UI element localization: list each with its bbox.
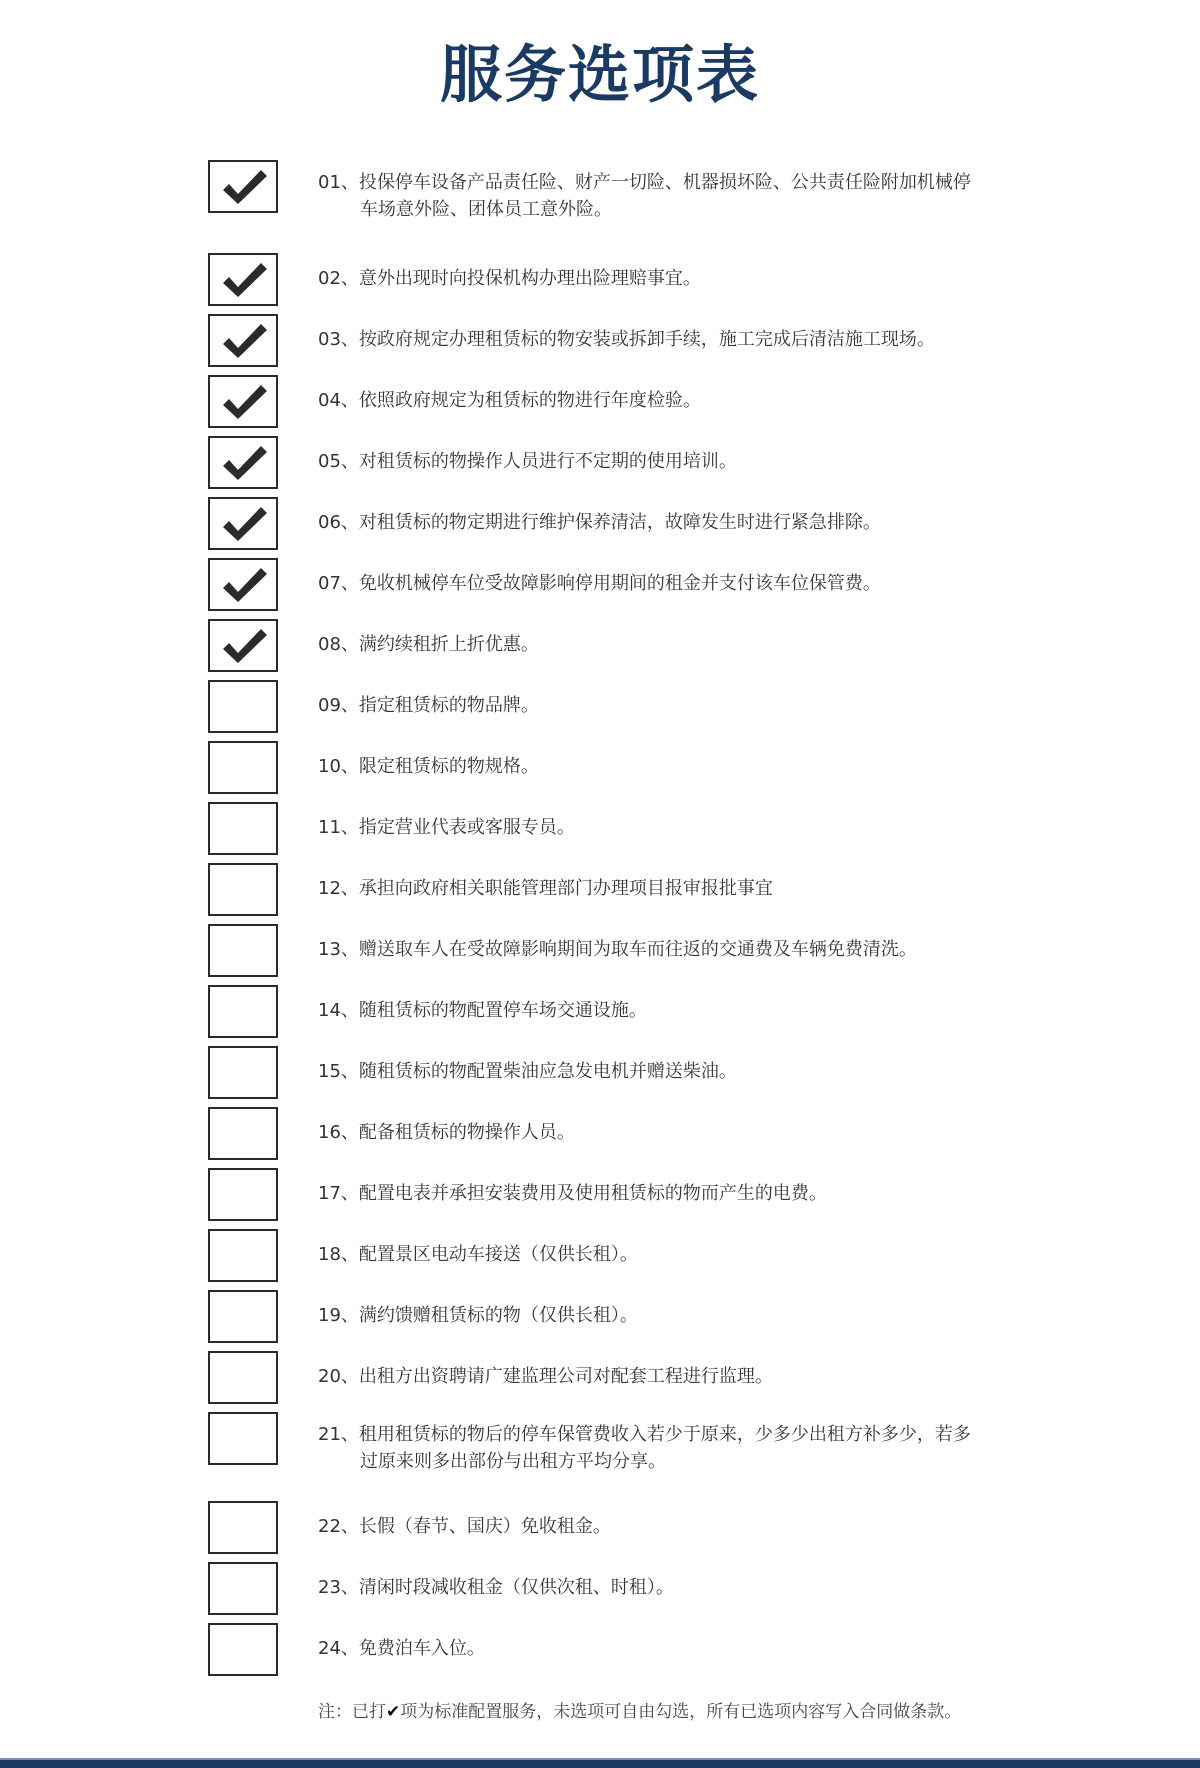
option-text (318, 1513, 1038, 1540)
checkmark-icon (219, 442, 269, 484)
option-label: 免费泊车入位。 (358, 1638, 485, 1659)
option-label: 对租赁标的物定期进行维护保养清洁，故障发生时进行紧急排除。 (358, 512, 881, 533)
option-label: 按政府规定办理租赁标的物安装或拆卸手续，施工完成后清洁施工现场。 (358, 329, 935, 350)
option-label: 意外出现时向投保机构办理出险理赔事宜。 (358, 268, 701, 289)
option-number: 16、 (318, 1122, 359, 1143)
option-number: 21、 (318, 1424, 359, 1445)
checkbox-unchecked[interactable] (208, 863, 278, 916)
option-number: 07、 (318, 573, 359, 594)
option-label: 清闲时段减收租金（仅供次租、时租）。 (358, 1577, 674, 1598)
option-label: 指定营业代表或客服专员。 (358, 817, 575, 838)
checkbox-unchecked[interactable] (208, 1107, 278, 1160)
footnote-text: 项为标准配置服务，未选项可自由勾选，所有已选项内容写入合同做条款。 (400, 1702, 962, 1722)
option-number: 17、 (318, 1183, 359, 1204)
option-label: 对租赁标的物操作人员进行不定期的使用培训。 (358, 451, 737, 472)
option-number: 03、 (318, 329, 359, 350)
checkbox-checked[interactable] (208, 619, 278, 672)
checkmark-icon (219, 503, 269, 545)
checkbox-checked[interactable] (208, 253, 278, 306)
option-label-continued: 车场意外险、团体员工意外险。 (360, 199, 612, 220)
checkbox-unchecked[interactable] (208, 802, 278, 855)
option-number: 02、 (318, 268, 359, 289)
option-number: 08、 (318, 634, 359, 655)
option-label: 投保停车设备产品责任险、财产一切险、机器损坏险、公共责任险附加机械停 (358, 172, 971, 193)
option-label: 承担向政府相关职能管理部门办理项目报审报批事宜 (358, 878, 773, 899)
option-number: 04、 (318, 390, 359, 411)
checkbox-unchecked[interactable] (208, 1046, 278, 1099)
option-number: 22、 (318, 1516, 359, 1537)
option-text (318, 265, 1038, 292)
checkbox-checked[interactable] (208, 497, 278, 550)
option-label: 依照政府规定为租赁标的物进行年度检验。 (358, 390, 701, 411)
option-text (318, 997, 1038, 1024)
checkbox-unchecked[interactable] (208, 1229, 278, 1282)
option-label: 配置电表并承担安装费用及使用租赁标的物而产生的电费。 (358, 1183, 827, 1204)
option-number: 01、 (318, 172, 359, 193)
option-text (318, 1363, 1038, 1390)
option-label: 随租赁标的物配置柴油应急发电机并赠送柴油。 (358, 1061, 737, 1082)
checkmark-icon (219, 564, 269, 606)
option-text (318, 1635, 1038, 1662)
option-text (318, 875, 1038, 902)
option-label: 指定租赁标的物品牌。 (358, 695, 539, 716)
option-number: 14、 (318, 1000, 359, 1021)
page-title: 服务选项表 (439, 38, 760, 111)
checkbox-unchecked[interactable] (208, 1351, 278, 1404)
checkbox-unchecked[interactable] (208, 680, 278, 733)
checkbox-unchecked[interactable] (208, 1501, 278, 1554)
option-number: 15、 (318, 1061, 359, 1082)
checkbox-unchecked[interactable] (208, 1412, 278, 1465)
checkbox-checked[interactable] (208, 314, 278, 367)
option-label: 出租方出资聘请广建监理公司对配套工程进行监理。 (358, 1366, 773, 1387)
option-text (318, 509, 1038, 536)
option-label: 赠送取车人在受故障影响期间为取车而往返的交通费及车辆免费清洗。 (358, 939, 917, 960)
option-number: 23、 (318, 1577, 359, 1598)
checkmark-icon (219, 259, 269, 301)
checkbox-unchecked[interactable] (208, 1168, 278, 1221)
option-label: 配备租赁标的物操作人员。 (358, 1122, 575, 1143)
footnote (318, 1697, 961, 1722)
checkbox-unchecked[interactable] (208, 1623, 278, 1676)
option-number: 06、 (318, 512, 359, 533)
option-label: 满约续租折上折优惠。 (358, 634, 539, 655)
option-text (318, 1058, 1038, 1085)
option-number: 05、 (318, 451, 359, 472)
option-number: 19、 (318, 1305, 359, 1326)
option-label: 免收机械停车位受故障影响停用期间的租金并支付该车位保管费。 (358, 573, 881, 594)
bottom-bar (0, 1760, 1200, 1768)
option-number: 20、 (318, 1366, 359, 1387)
option-label: 配置景区电动车接送（仅供长租）。 (358, 1244, 638, 1265)
checkbox-unchecked[interactable] (208, 985, 278, 1038)
option-label: 满约馈赠租赁标的物（仅供长租）。 (358, 1305, 638, 1326)
option-number: 11、 (318, 817, 359, 838)
option-text (318, 169, 1038, 223)
option-text (318, 1574, 1038, 1601)
checkmark-icon (219, 320, 269, 362)
option-number: 18、 (318, 1244, 359, 1265)
checkbox-checked[interactable] (208, 375, 278, 428)
option-label: 长假（春节、国庆）免收租金。 (358, 1516, 611, 1537)
option-text (318, 1180, 1038, 1207)
option-text (318, 814, 1038, 841)
option-label: 限定租赁标的物规格。 (358, 756, 539, 777)
option-number: 12、 (318, 878, 359, 899)
checkbox-unchecked[interactable] (208, 1290, 278, 1343)
checkbox-unchecked[interactable] (208, 924, 278, 977)
checkmark-icon (219, 625, 269, 667)
checkmark-icon (219, 381, 269, 423)
checkbox-checked[interactable] (208, 160, 278, 213)
option-text (318, 1241, 1038, 1268)
checkbox-unchecked[interactable] (208, 1562, 278, 1615)
checkbox-unchecked[interactable] (208, 741, 278, 794)
option-text (318, 326, 1038, 353)
option-text (318, 1119, 1038, 1146)
option-label-continued: 过原来则多出部份与出租方平均分享。 (360, 1451, 666, 1472)
option-label: 随租赁标的物配置停车场交通设施。 (358, 1000, 647, 1021)
option-number: 13、 (318, 939, 359, 960)
option-text (318, 448, 1038, 475)
option-text (318, 570, 1038, 597)
checkmark-icon (219, 166, 269, 208)
option-number: 10、 (318, 756, 359, 777)
checkbox-checked[interactable] (208, 436, 278, 489)
option-number: 24、 (318, 1638, 359, 1659)
option-text (318, 1302, 1038, 1329)
option-number: 09、 (318, 695, 359, 716)
option-text (318, 631, 1038, 658)
option-label: 租用租赁标的物后的停车保管费收入若少于原来，少多少出租方补多少，若多 (358, 1424, 971, 1445)
option-text (318, 936, 1038, 963)
option-text (318, 387, 1038, 414)
checkbox-checked[interactable] (208, 558, 278, 611)
option-text (318, 753, 1038, 780)
option-text (318, 692, 1038, 719)
option-text (318, 1421, 1038, 1475)
checkmark-icon: ✔ (386, 1702, 401, 1722)
footnote-prefix: 注：已打 (318, 1702, 386, 1722)
